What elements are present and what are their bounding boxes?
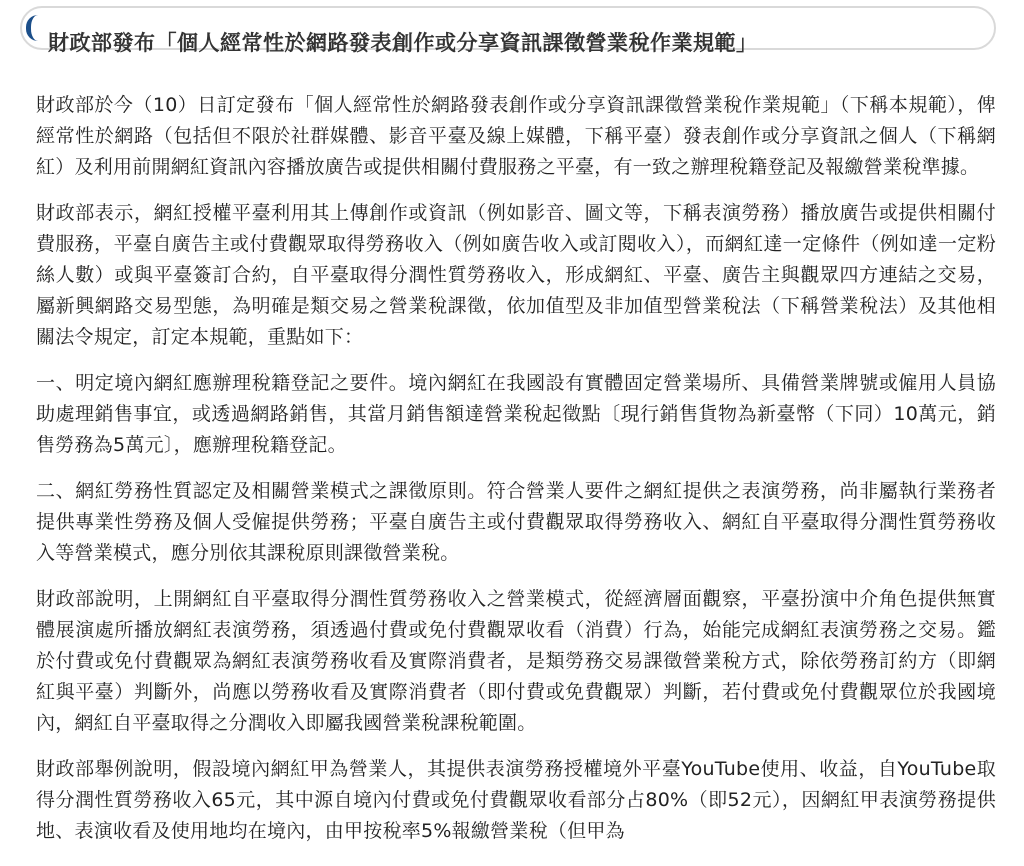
article-paragraph-3: 一、明定境內網紅應辦理稅籍登記之要件。境內網紅在我國設有實體固定營業場所、具備營業牌號或僱用人員協助處理銷售事宜，或透過網路銷售，其當月銷售額達營業稅起徵點〔現行銷售貨物為新臺幣（下同）10萬元，銷售勞務為5萬元〕，應辦理稅籍登記。 [36, 372, 996, 456]
article-title-bar [20, 6, 996, 56]
article-paragraph-5: 財政部說明，上開網紅自平臺取得分潤性質勞務收入之營業模式，從經濟層面觀察，平臺扮演中介角色提供無實體展演處所播放網紅表演勞務，須透過付費或免付費觀眾收看（消費）行為，始能完成網紅表演勞務之交易。鑑於付費或免付費觀眾為網紅表演勞務收看及實際消費者，是類勞務交易課徵營業稅方式，除依勞務訂約方（即網紅與平臺）判斷外，尚應以勞務收看及實際消費者（即付費或免費觀眾）判斷，若付費或免付費觀眾位於我國境內，網紅自平臺取得之分潤收入即屬我國營業稅課稅範圍。 [36, 588, 996, 734]
article-title: 財政部發布「個人經常性於網路發表創作或分享資訊課徵營業稅作業規範」 [48, 31, 758, 56]
article-body [36, 90, 996, 862]
article-paragraph-2: 財政部表示，網紅授權平臺利用其上傳創作或資訊（例如影音、圖文等，下稱表演勞務）播放廣告或提供相關付費服務，平臺自廣告主或付費觀眾取得勞務收入（例如廣告收入或訂閱收入），而網紅達一定條件（例如達一定粉絲人數）或與平臺簽訂合約，自平臺取得分潤性質勞務收入，形成網紅、平臺、廣告主與觀眾四方連結之交易，屬新興網路交易型態，為明確是類交易之營業稅課徵，依加值型及非加值型營業稅法（下稱營業稅法）及其他相關法令規定，訂定本規範，重點如下： [36, 202, 996, 348]
title-accent-bracket [26, 15, 38, 41]
article-paragraph-4: 二、網紅勞務性質認定及相關營業模式之課徵原則。符合營業人要件之網紅提供之表演勞務，尚非屬執行業務者提供專業性勞務及個人受僱提供勞務；平臺自廣告主或付費觀眾取得勞務收入、網紅自平臺取得分潤性質勞務收入等營業模式，應分別依其課稅原則課徵營業稅。 [36, 480, 996, 564]
article-paragraph-1: 財政部於今（10）日訂定發布「個人經常性於網路發表創作或分享資訊課徵營業稅作業規範」（下稱本規範），俾經常性於網路（包括但不限於社群媒體、影音平臺及線上媒體，下稱平臺）發表創作或分享資訊之個人（下稱網紅）及利用前開網紅資訊內容播放廣告或提供相關付費服務之平臺，有一致之辦理稅籍登記及報繳營業稅準據。 [36, 94, 996, 178]
article-paragraph-6: 財政部舉例說明，假設境內網紅甲為營業人，其提供表演勞務授權境外平臺YouTube使用、收益，自YouTube取得分潤性質勞務收入65元，其中源自境內付費或免付費觀眾收看部分占80%（即52元），因網紅甲表演勞務提供地、表演收看及使用地均在境內，由甲按稅率5%報繳營業稅（但甲為 [36, 758, 996, 842]
